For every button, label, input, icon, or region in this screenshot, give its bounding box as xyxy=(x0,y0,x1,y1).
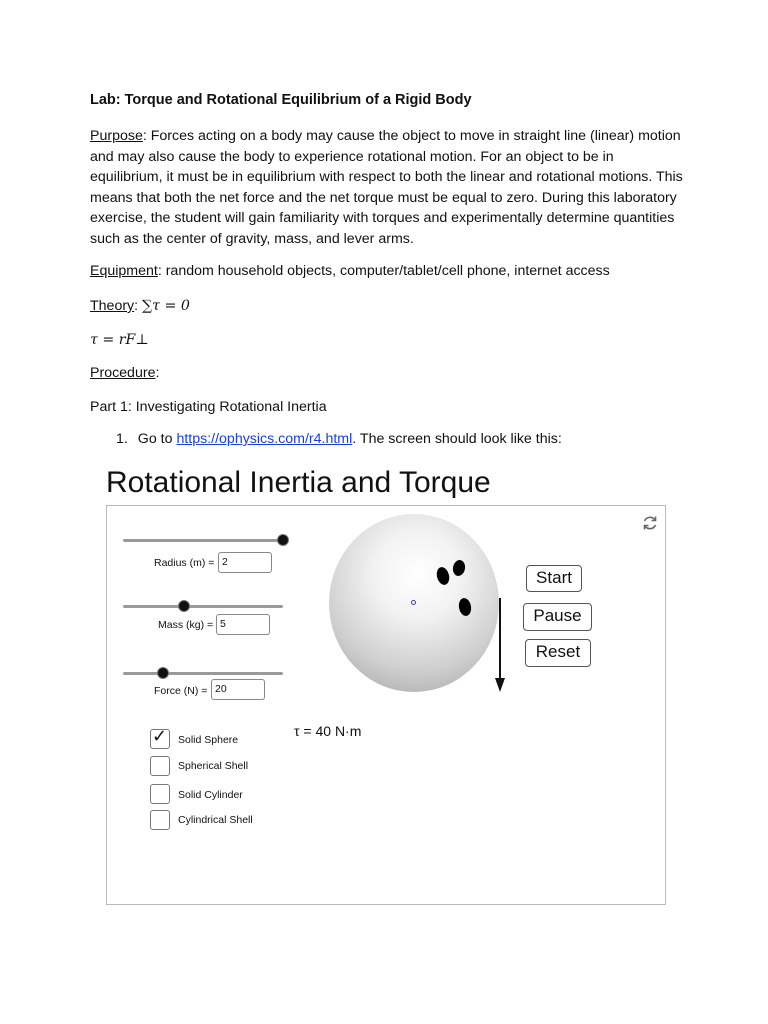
purpose-text: : Forces acting on a body may cause the object to move in straight line (linear) motion and may also cause the body to experience rotational motion. For an object to be in equilibrium, it must be in equilibrium with respect to both the linear and rotational motions. This means that both the net force and the net torque must be equal to zero. During this laboratory exercise, the student will gain familiarity with torques and experimentally determine quantities such as the center of gravity, mass, and lever arms. xyxy=(90,128,683,247)
force-slider-knob[interactable] xyxy=(157,667,169,679)
step-1-number: 1. xyxy=(116,431,128,447)
step-1-prefix: Go to xyxy=(137,431,177,447)
reset-button[interactable]: Reset xyxy=(525,639,591,667)
sphere-marker-2 xyxy=(452,559,467,577)
theory-paragraph xyxy=(90,296,690,317)
spherical-shell-label: Spherical Shell xyxy=(178,760,249,772)
ophysics-link[interactable]: https://ophysics.com/r4.html xyxy=(176,431,353,447)
refresh-icon[interactable] xyxy=(641,514,659,532)
sphere-center-point xyxy=(411,600,416,605)
cylindrical-shell-label: Cylindrical Shell xyxy=(178,814,253,826)
mass-label: Mass (kg) = xyxy=(158,619,214,631)
procedure-label: Procedure xyxy=(90,365,156,381)
mass-input[interactable]: 5 xyxy=(216,614,270,635)
app-title: Rotational Inertia and Torque xyxy=(106,466,491,499)
procedure-colon: : xyxy=(155,365,160,381)
torque-readout: τ = 40 N·m xyxy=(294,723,362,739)
procedure-heading xyxy=(90,363,690,384)
radius-label: Radius (m) = xyxy=(154,557,215,569)
force-arrow-icon xyxy=(493,598,507,694)
purpose-label: Purpose xyxy=(90,128,143,144)
mass-slider-track[interactable] xyxy=(123,605,283,608)
torque-equation: τ = rF⊥ xyxy=(90,332,149,348)
sphere-marker-1 xyxy=(435,566,451,586)
cylindrical-shell-checkbox[interactable] xyxy=(150,810,170,830)
step-1 xyxy=(116,429,716,450)
theory-equation: ∑τ = 0 xyxy=(142,298,190,314)
force-input[interactable]: 20 xyxy=(211,679,265,700)
pause-button[interactable]: Pause xyxy=(523,603,592,631)
equipment-label: Equipment xyxy=(90,263,158,279)
spherical-shell-checkbox[interactable] xyxy=(150,756,170,776)
sphere-3d-view[interactable] xyxy=(329,514,499,692)
radius-slider-knob[interactable] xyxy=(277,534,289,546)
theory-label: Theory xyxy=(90,298,135,314)
simulation-panel xyxy=(106,505,666,905)
solid-sphere-label: Solid Sphere xyxy=(178,734,239,746)
part1-heading: Part 1: Investigating Rotational Inertia xyxy=(90,399,327,415)
equipment-text: : random household objects, computer/tablet/cell phone, internet access xyxy=(157,263,610,279)
radius-input[interactable]: 2 xyxy=(218,552,272,573)
sphere-marker-3 xyxy=(458,597,473,617)
solid-sphere-checkbox[interactable] xyxy=(150,726,170,749)
mass-slider-knob[interactable] xyxy=(178,600,190,612)
purpose-paragraph xyxy=(90,126,690,249)
start-button[interactable]: Start xyxy=(526,565,582,592)
force-label: Force (N) = xyxy=(154,685,208,697)
lab-title: Lab: Torque and Rotational Equilibrium of a Rigid Body xyxy=(90,92,472,108)
step-1-suffix: . The screen should look like this: xyxy=(352,431,562,447)
theory-separator: : xyxy=(134,298,143,314)
solid-cylinder-label: Solid Cylinder xyxy=(178,789,243,801)
radius-slider-track[interactable] xyxy=(123,539,283,542)
equipment-paragraph xyxy=(90,261,690,282)
force-slider-track[interactable] xyxy=(123,672,283,675)
checkmark-icon: ✓ xyxy=(152,726,168,747)
solid-cylinder-checkbox[interactable] xyxy=(150,784,170,804)
